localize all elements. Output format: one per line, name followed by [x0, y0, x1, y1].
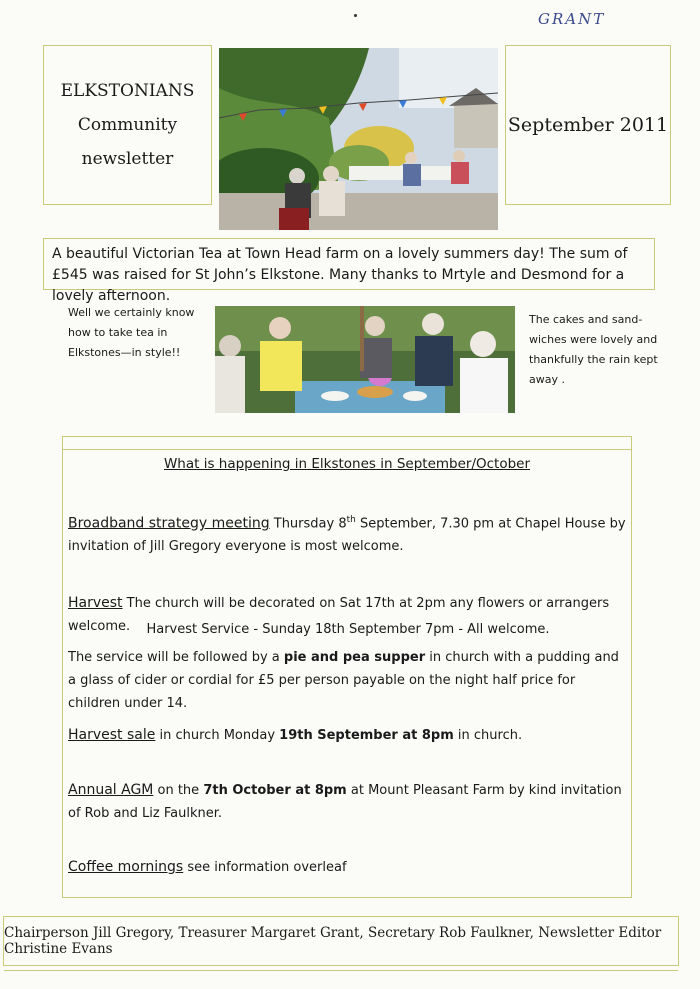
- events-box-divider: [63, 449, 631, 450]
- event-agm-label: Annual AGM: [68, 782, 154, 798]
- event-agm-b: 7th October at 8pm: [203, 783, 347, 798]
- ink-dot: [354, 14, 357, 17]
- event-harvest-sale: [68, 724, 628, 747]
- event-harvest-service: Harvest Service - Sunday 18th September 7pm - All welcome.: [146, 622, 550, 637]
- committee-list: Chairperson Jill Gregory, Treasurer Margaret Grant, Secretary Rob Faulkner, Newsletter Editor Christine Evans: [4, 925, 662, 957]
- caption-left: Well we certainly know how to take tea in Elkstones—in style!!: [68, 306, 195, 359]
- committee-footer: [3, 916, 679, 966]
- event-sale-a: in church Monday: [155, 728, 280, 743]
- intro-text-box: [43, 238, 655, 304]
- ladies-tea-photo: [215, 306, 515, 413]
- event-supper-a: The service will be followed by a: [68, 650, 284, 665]
- event-broadband-tail: at Chapel House by invitation of Jill Gregory everyone is most welcome.: [68, 516, 626, 555]
- intro-text: A beautiful Victorian Tea at Town Head farm on a lovely summers day! The sum of £545 was raised for St John’s Elkstone. Many thanks to Mrtyle and Desmond for a lovely afternoon.: [52, 246, 628, 304]
- events-heading: What is happening in Elkstones in September/October: [163, 456, 531, 472]
- issue-date-box: [505, 45, 671, 205]
- event-sale-c: in church.: [453, 728, 523, 743]
- garden-tea-party-photo: [219, 48, 498, 230]
- event-broadband-rest: September, 7.30 pm: [355, 516, 495, 532]
- event-coffee-text: see information overleaf: [183, 860, 347, 875]
- event-broadband: [68, 509, 628, 558]
- event-coffee-label: Coffee mornings: [68, 859, 184, 875]
- event-agm: [68, 779, 628, 825]
- event-broadband-label: Broadband strategy meeting: [68, 515, 270, 532]
- event-harvest-supper: [68, 646, 628, 715]
- issue-date: September 2011: [507, 114, 669, 136]
- caption-right: The cakes and sand-wiches were lovely and thankfully the rain kept away .: [529, 313, 658, 386]
- title-line-3: newsletter: [81, 149, 174, 169]
- event-coffee: [68, 856, 628, 879]
- handwritten-annotation: GRANT: [538, 10, 606, 28]
- newsletter-title-box: [43, 45, 212, 205]
- title-line-1: ELKSTONIANS: [60, 81, 195, 101]
- event-agm-a: on the: [153, 783, 204, 798]
- event-sale-label: Harvest sale: [68, 727, 156, 743]
- event-broadband-when: Thursday 8: [273, 516, 347, 532]
- event-sale-b: 19th September at 8pm: [279, 728, 454, 743]
- title-line-2: Community: [77, 115, 178, 135]
- events-box: [62, 436, 632, 898]
- event-supper-c: in church with a pudding and a glass of cider or cordial for £5 per person payable on the night half price for children under 14.: [68, 650, 619, 711]
- event-broadband-sup: th: [346, 515, 356, 525]
- event-agm-c: at Mount Pleasant Farm by kind invitation of Rob and Liz Faulkner.: [68, 783, 622, 821]
- event-harvest-text: The church will be decorated on Sat 17th at 2pm any flowers or arrangers welcome.: [68, 596, 610, 634]
- event-harvest-label: Harvest: [68, 595, 123, 611]
- event-supper-b: pie and pea supper: [283, 650, 426, 665]
